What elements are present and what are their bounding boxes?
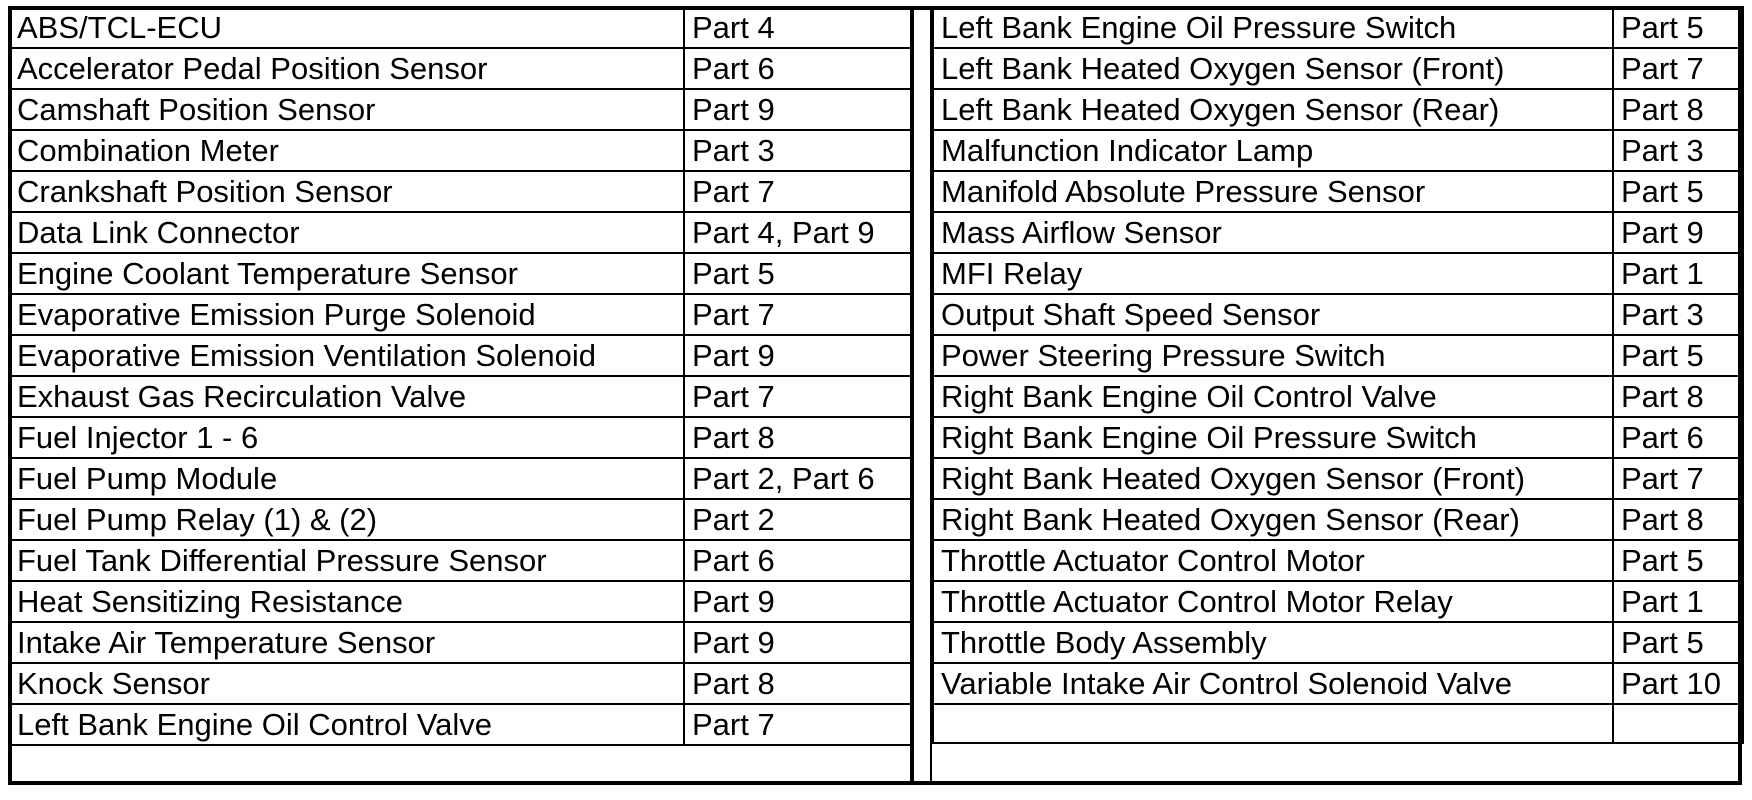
component-name-cell: Right Bank Heated Oxygen Sensor (Rear) [933, 499, 1613, 540]
component-name-cell: Right Bank Engine Oil Control Valve [933, 376, 1613, 417]
part-reference-cell: Part 5 [1613, 7, 1743, 48]
part-reference-cell: Part 7 [684, 376, 911, 417]
component-name-cell: Data Link Connector [9, 212, 684, 253]
component-name-cell: Engine Coolant Temperature Sensor [9, 253, 684, 294]
table-row [933, 581, 1743, 622]
table-row [933, 212, 1743, 253]
part-reference-cell: Part 2, Part 6 [684, 458, 911, 499]
part-reference-cell: Part 8 [684, 417, 911, 458]
table-row [9, 130, 911, 171]
component-name-cell: MFI Relay [933, 253, 1613, 294]
component-name-cell: Intake Air Temperature Sensor [9, 622, 684, 663]
part-reference-cell: Part 8 [684, 663, 911, 704]
component-name-cell: Left Bank Engine Oil Control Valve [9, 704, 684, 745]
part-reference-cell: Part 8 [1613, 499, 1743, 540]
component-name-cell: Throttle Actuator Control Motor Relay [933, 581, 1613, 622]
component-name-cell: Left Bank Heated Oxygen Sensor (Rear) [933, 89, 1613, 130]
table-row [933, 130, 1743, 171]
component-name-cell: Camshaft Position Sensor [9, 89, 684, 130]
column-divider [910, 6, 932, 785]
part-reference-cell: Part 8 [1613, 376, 1743, 417]
table-row [933, 171, 1743, 212]
table-row [933, 376, 1743, 417]
component-name-cell: Combination Meter [9, 130, 684, 171]
component-name-cell: Right Bank Heated Oxygen Sensor (Front) [933, 458, 1613, 499]
part-reference-cell [1613, 704, 1743, 743]
part-reference-cell: Part 2 [684, 499, 911, 540]
component-table-left-body [9, 7, 911, 745]
table-row [9, 622, 911, 663]
table-row [9, 704, 911, 745]
table-row [9, 581, 911, 622]
part-reference-cell: Part 10 [1613, 663, 1743, 704]
part-reference-cell: Part 5 [684, 253, 911, 294]
table-row [933, 48, 1743, 89]
table-row [9, 417, 911, 458]
component-table-right-body [933, 7, 1743, 743]
table-row [933, 294, 1743, 335]
part-reference-cell: Part 7 [684, 704, 911, 745]
component-name-cell: Left Bank Engine Oil Pressure Switch [933, 7, 1613, 48]
part-reference-cell: Part 4 [684, 7, 911, 48]
part-reference-cell: Part 6 [684, 540, 911, 581]
table-row [9, 294, 911, 335]
component-name-cell: Mass Airflow Sensor [933, 212, 1613, 253]
component-name-cell: Right Bank Engine Oil Pressure Switch [933, 417, 1613, 458]
table-row [933, 335, 1743, 376]
table-row [933, 622, 1743, 663]
table-row [9, 540, 911, 581]
part-reference-cell: Part 5 [1613, 171, 1743, 212]
table-row [933, 7, 1743, 48]
part-reference-cell: Part 3 [684, 130, 911, 171]
component-name-cell: Throttle Actuator Control Motor [933, 540, 1613, 581]
part-reference-cell: Part 7 [684, 171, 911, 212]
part-reference-cell: Part 5 [1613, 335, 1743, 376]
part-reference-cell: Part 7 [684, 294, 911, 335]
component-name-cell: Exhaust Gas Recirculation Valve [9, 376, 684, 417]
component-name-cell: ABS/TCL-ECU [9, 7, 684, 48]
table-row [9, 335, 911, 376]
component-name-cell: Variable Intake Air Control Solenoid Valve [933, 663, 1613, 704]
table-row [9, 376, 911, 417]
component-name-cell: Throttle Body Assembly [933, 622, 1613, 663]
table-row [9, 171, 911, 212]
table-row [9, 48, 911, 89]
part-reference-cell: Part 3 [1613, 130, 1743, 171]
part-reference-cell: Part 7 [1613, 48, 1743, 89]
table-row [9, 458, 911, 499]
part-reference-cell: Part 9 [684, 622, 911, 663]
part-reference-cell: Part 1 [1613, 253, 1743, 294]
component-name-cell: Evaporative Emission Ventilation Solenoid [9, 335, 684, 376]
table-row [9, 663, 911, 704]
component-table-right [932, 6, 1744, 744]
component-name-cell: Accelerator Pedal Position Sensor [9, 48, 684, 89]
part-reference-cell: Part 5 [1613, 540, 1743, 581]
part-reference-cell: Part 5 [1613, 622, 1743, 663]
table-row [933, 499, 1743, 540]
component-name-cell: Fuel Pump Module [9, 458, 684, 499]
part-reference-cell: Part 6 [684, 48, 911, 89]
component-name-cell: Evaporative Emission Purge Solenoid [9, 294, 684, 335]
component-name-cell: Malfunction Indicator Lamp [933, 130, 1613, 171]
part-reference-cell: Part 6 [1613, 417, 1743, 458]
table-row [933, 704, 1743, 743]
part-reference-cell: Part 9 [684, 335, 911, 376]
part-reference-cell: Part 9 [684, 581, 911, 622]
part-reference-cell: Part 9 [1613, 212, 1743, 253]
part-reference-cell: Part 3 [1613, 294, 1743, 335]
table-row [933, 663, 1743, 704]
component-name-cell: Crankshaft Position Sensor [9, 171, 684, 212]
component-table-left [8, 6, 912, 746]
component-name-cell: Fuel Tank Differential Pressure Sensor [9, 540, 684, 581]
component-name-cell: Fuel Injector 1 - 6 [9, 417, 684, 458]
component-name-cell: Manifold Absolute Pressure Sensor [933, 171, 1613, 212]
table-row [933, 89, 1743, 130]
component-name-cell: Heat Sensitizing Resistance [9, 581, 684, 622]
table-row [9, 253, 911, 294]
component-name-cell: Knock Sensor [9, 663, 684, 704]
component-name-cell: Output Shaft Speed Sensor [933, 294, 1613, 335]
component-name-cell [933, 704, 1613, 743]
component-name-cell: Power Steering Pressure Switch [933, 335, 1613, 376]
component-name-cell: Fuel Pump Relay (1) & (2) [9, 499, 684, 540]
component-name-cell: Left Bank Heated Oxygen Sensor (Front) [933, 48, 1613, 89]
part-reference-cell: Part 9 [684, 89, 911, 130]
table-row [933, 458, 1743, 499]
table-row [933, 253, 1743, 294]
table-row [9, 7, 911, 48]
part-reference-cell: Part 8 [1613, 89, 1743, 130]
table-row [9, 212, 911, 253]
table-row [933, 540, 1743, 581]
table-row [9, 89, 911, 130]
part-reference-cell: Part 4, Part 9 [684, 212, 911, 253]
part-reference-cell: Part 1 [1613, 581, 1743, 622]
table-row [933, 417, 1743, 458]
part-reference-cell: Part 7 [1613, 458, 1743, 499]
table-row [9, 499, 911, 540]
